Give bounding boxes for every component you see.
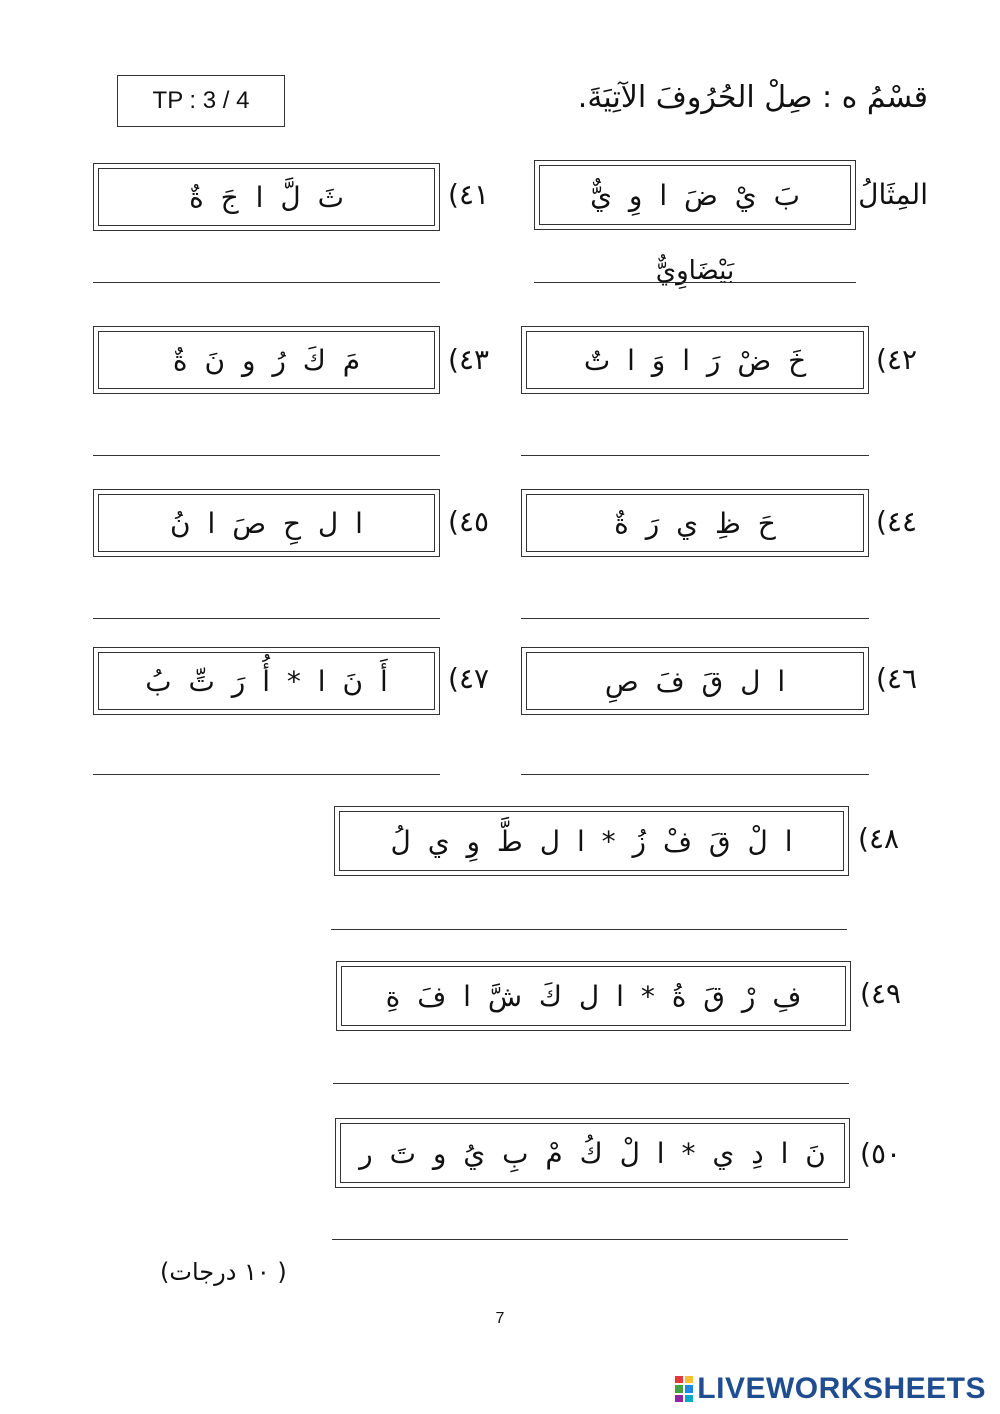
marks-label: ( ١٠ درجات) bbox=[160, 1258, 287, 1286]
logo-square-2 bbox=[685, 1376, 693, 1383]
question-43-letters: مَ كَ رُ و نَ ةٌ bbox=[98, 331, 435, 389]
question-41-number: ٤١) bbox=[448, 178, 490, 211]
question-45-letters-box bbox=[93, 489, 440, 557]
question-43-answer-line[interactable] bbox=[93, 455, 440, 456]
question-46-letters: ا ل قَ فَ صِ bbox=[526, 652, 864, 710]
example-label: المِثَالُ bbox=[858, 178, 928, 211]
logo-square-1 bbox=[675, 1376, 683, 1383]
question-43-number: ٤٣) bbox=[448, 343, 490, 376]
tp-label: TP : 3 / 4 bbox=[152, 87, 250, 114]
logo-square-5 bbox=[675, 1395, 683, 1402]
question-47-number: ٤٧) bbox=[448, 662, 490, 695]
tp-badge bbox=[117, 75, 285, 127]
example-answer: بَيْضَاوِيٌّ bbox=[655, 256, 735, 286]
question-42-letters: خَ ضْ رَ ا وَ ا تٌ bbox=[526, 331, 864, 389]
question-46-answer-line[interactable] bbox=[521, 774, 869, 775]
question-42-letters-box bbox=[521, 326, 869, 394]
question-49-number: ٤٩) bbox=[860, 977, 902, 1010]
question-44-letters-box bbox=[521, 489, 869, 557]
question-50-letters-box bbox=[335, 1118, 850, 1188]
question-44-number: ٤٤) bbox=[876, 505, 918, 538]
question-49-letters: فِ رْ قَ ةُ * ا ل كَ شَّ ا فَ ةِ bbox=[341, 966, 846, 1026]
logo-square-4 bbox=[685, 1385, 693, 1392]
question-41-answer-line[interactable] bbox=[93, 282, 440, 283]
question-41-letters-box bbox=[93, 163, 440, 231]
question-43-letters-box bbox=[93, 326, 440, 394]
question-50-number: ٥٠) bbox=[860, 1137, 902, 1170]
question-47-letters-box bbox=[93, 647, 440, 715]
liveworksheets-logo[interactable] bbox=[675, 1372, 986, 1406]
question-46-letters-box bbox=[521, 647, 869, 715]
page-title: قسْمُ ه : صِلْ الحُرُوفَ الآتِيَةَ. bbox=[577, 80, 928, 115]
logo-square-3 bbox=[675, 1385, 683, 1392]
question-50-answer-line[interactable] bbox=[332, 1239, 848, 1240]
question-48-number: ٤٨) bbox=[858, 822, 900, 855]
question-44-letters: حَ ظِ ي رَ ةٌ bbox=[526, 494, 864, 552]
question-48-letters-box bbox=[334, 806, 849, 876]
question-44-answer-line[interactable] bbox=[521, 618, 869, 619]
question-48-answer-line[interactable] bbox=[331, 929, 847, 930]
question-49-letters-box bbox=[336, 961, 851, 1031]
question-50-letters: نَ ا دِ ي * ا لْ كُ مْ بِ يُ و تَ ر bbox=[340, 1123, 845, 1183]
logo-icon bbox=[675, 1376, 693, 1402]
logo-square-6 bbox=[685, 1395, 693, 1402]
question-45-letters: ا ل حِ صَ ا نُ bbox=[98, 494, 435, 552]
example-letters: بَ يْ ضَ ا وِ يٌّ bbox=[539, 165, 851, 225]
question-45-answer-line[interactable] bbox=[93, 618, 440, 619]
question-48-letters: ا لْ قَ فْ زُ * ا ل طَّ وِ ي لُ bbox=[339, 811, 844, 871]
question-42-number: ٤٢) bbox=[876, 343, 918, 376]
example-letters-box bbox=[534, 160, 856, 230]
question-46-number: ٤٦) bbox=[876, 662, 918, 695]
question-45-number: ٤٥) bbox=[448, 505, 490, 538]
question-47-answer-line[interactable] bbox=[93, 774, 440, 775]
example-answer-line bbox=[534, 282, 856, 283]
question-41-letters: ثَ لَّ ا جَ ةٌ bbox=[98, 168, 435, 226]
question-47-letters: أَ نَ ا * أُ رَ تِّ بُ bbox=[98, 652, 435, 710]
logo-text: LIVEWORKSHEETS bbox=[697, 1372, 986, 1405]
question-42-answer-line[interactable] bbox=[521, 455, 869, 456]
page-number: 7 bbox=[495, 1310, 505, 1327]
question-49-answer-line[interactable] bbox=[333, 1083, 849, 1084]
